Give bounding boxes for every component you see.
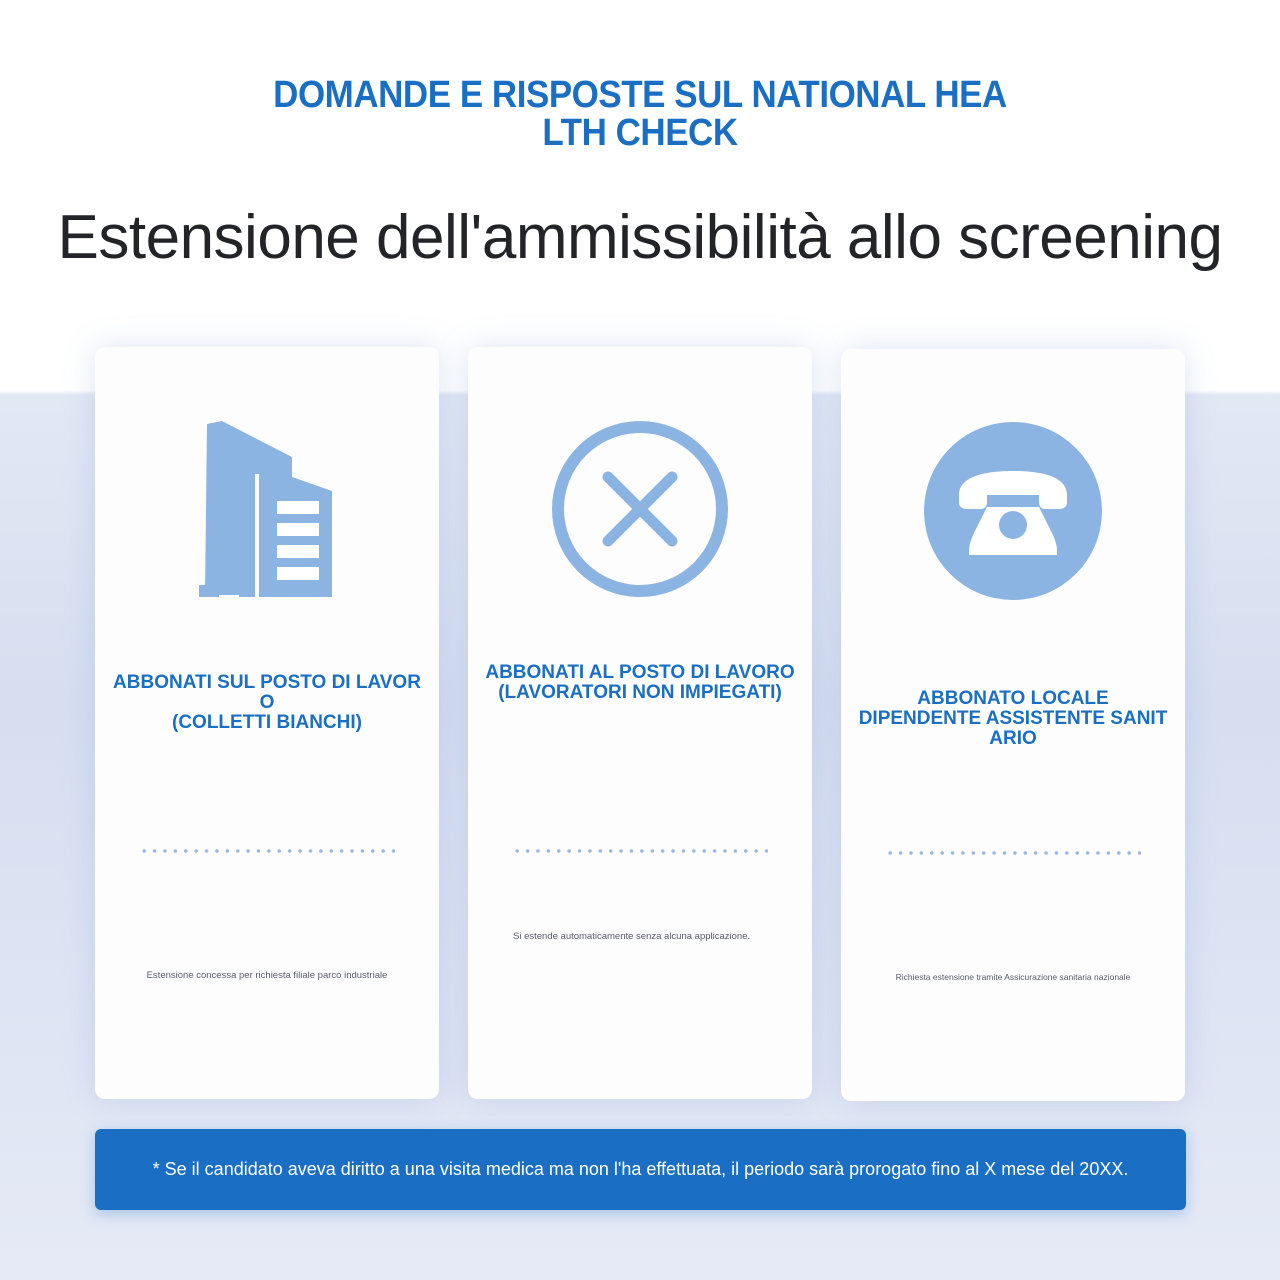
telephone-icon — [923, 421, 1103, 601]
page-headline: Estensione dell'ammissibilità allo screening — [57, 203, 1223, 272]
card-note: Estensione concessa per richiesta filiale parco industriale — [146, 970, 388, 981]
card-workplace-non-employee — [468, 347, 812, 1099]
card-note: Si estende automaticamente senza alcuna applicazione. — [513, 931, 751, 942]
cross-circle-icon — [550, 419, 730, 599]
card-label: ABBONATI AL POSTO DI LAVORO (LAVORATORI NON IMPIEGATI) — [485, 662, 795, 703]
card-local-health-assistant — [841, 349, 1185, 1101]
footnote-banner: * Se il candidato aveva diritto a una visita medica ma non l'ha effettuata, il periodo sarà prorogato fino al X mese del 20XX. — [95, 1129, 1186, 1210]
dotted-divider — [139, 849, 395, 853]
card-workplace-white-collar — [95, 347, 439, 1099]
card-label: ABBONATO LOCALE DIPENDENTE ASSISTENTE SANITARIO — [858, 688, 1168, 749]
card-note: Richiesta estensione tramite Assicurazione sanitaria nazionale — [895, 972, 1131, 982]
header-title: DOMANDE E RISPOSTE SUL NATIONAL HEALTH CHECK — [273, 74, 1007, 154]
dotted-divider — [885, 851, 1141, 855]
card-label: ABBONATI SUL POSTO DI LAVORO (COLLETTI BIANCHI) — [113, 672, 421, 733]
dotted-divider — [512, 849, 768, 853]
office-building-icon — [177, 419, 357, 599]
